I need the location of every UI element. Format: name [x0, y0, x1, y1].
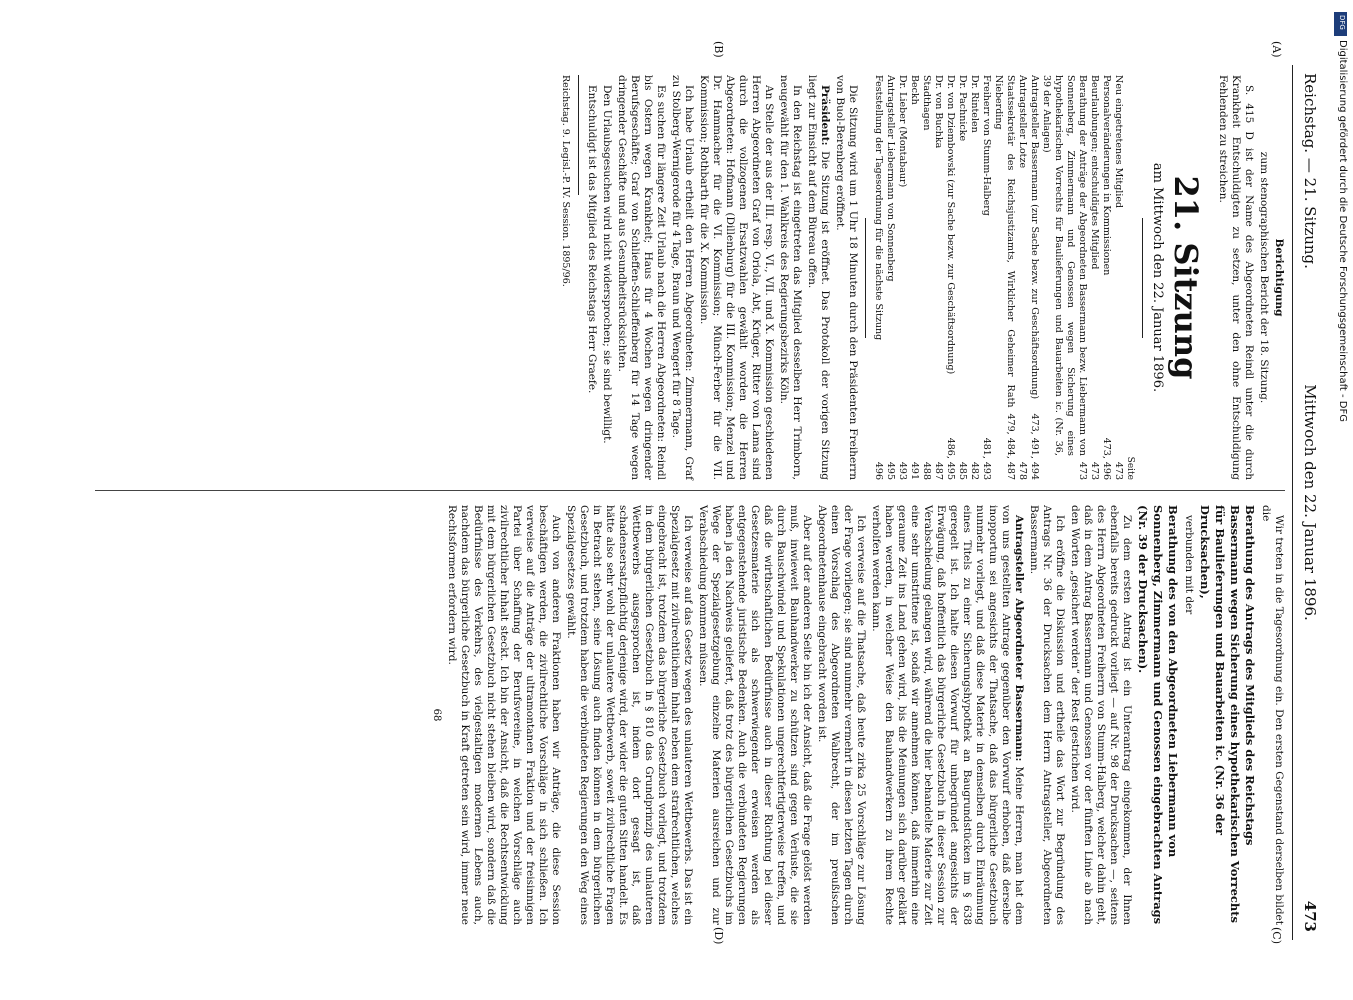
president-paragraph [805, 75, 831, 480]
toc-entry-page: 478 [1017, 461, 1028, 480]
toc-row [920, 75, 932, 480]
speech-paragraph-first [869, 505, 1025, 925]
toc-entry-page: 482 [969, 461, 980, 480]
marker-c: (C) [1270, 927, 1283, 944]
agenda-intro: Wir treten in die Tagesordnung ein. Den ersten Gegenstand derselben bildet die [1260, 505, 1285, 925]
marker-b: (B) [712, 41, 725, 58]
session-title: 21. Sitzung [1167, 175, 1205, 380]
toc-entry-page: 473 [1077, 461, 1088, 480]
toc-entry-text: Neu eingetretenes Mitglied [1113, 75, 1124, 209]
body-paragraph: Ich eröffne die Diskussion und ertheile das Wort zur Begründung des Antrags Nr. 36 der Drucksachen dem Herrn Antragsteller, Abgeordneten Bassermann. [1028, 505, 1066, 925]
toc-entry-page: 487 [933, 461, 944, 480]
toc-entry-page: 473, 491, 494 [1029, 413, 1040, 480]
toc-page-header: Seite [1125, 456, 1135, 480]
column-divider [95, 490, 1285, 491]
toc-entry-text: Antragsteller Liebermann von Sonnenberg [885, 75, 896, 282]
toc-row [896, 75, 908, 480]
toc-entry-text: Antragsteller Bassermann (zur Sache bezw. zur Geschäftsordnung) [1029, 75, 1040, 400]
body-paragraph: Entschuldigt ist das Mitglied des Reichstags Herr Graefe. [586, 85, 598, 394]
opening-paragraph: Die Sitzung wird um 1 Uhr 18 Minuten durch den Präsidenten Freiherrn von Buol-Berenberg eröffnet. [834, 75, 859, 480]
president-label: Präsident: [819, 85, 831, 146]
toc-row [1028, 75, 1040, 480]
dfg-logo [1334, 12, 1347, 36]
title-rule [1142, 218, 1143, 338]
session-date: am Mittwoch den 22. Januar 1896. [1150, 162, 1165, 393]
left-footer: Reichstag. 9. Legisl.-P. IV. Session. 1895/96. [560, 75, 571, 287]
digitization-credit [1333, 12, 1349, 988]
header-date: Mittwoch den 22. Januar 1896. [1301, 384, 1319, 621]
toc-row [1100, 75, 1112, 480]
agenda-item-1: Berathung des Antrags des Mitglieds des Reichstags Bassermann wegen Sicherung eines hypothekarischen Vorrechts für Baulieferungen und Bauarbeiten ic. (Nr. 36 der Drucksachen), [1198, 505, 1257, 924]
toc-entry-page: 495 [885, 461, 896, 480]
toc-entry-page: 496 [873, 461, 884, 480]
toc-row [944, 75, 956, 480]
toc-entry-page: 486, 495 [945, 437, 956, 480]
toc-entry-text: Dr. Lieber (Montabaur) [897, 75, 908, 188]
toc-row [1112, 75, 1124, 480]
speech-paragraphs [445, 505, 867, 925]
toc-list [872, 75, 1124, 480]
body-paragraph: Ich habe Urlaub ertheilt den Herren Abgeordneten: Zimmermann, Graf zu Stolberg-Wernigerode für 4 Tage, Braun und Wengert für 8 Tage. [670, 75, 695, 480]
toc-row [872, 75, 884, 480]
toc-entry-text: Dr. von Buchka [933, 75, 944, 149]
toc-entry-text: Beurlaubungen; entschuldigtes Mitglied [1089, 75, 1100, 270]
right-paragraphs [1027, 505, 1133, 925]
toc-row [956, 75, 968, 480]
toc-row [1088, 75, 1100, 480]
rotated-newspaper-page [60, 41, 1325, 945]
toc-entry-text: Feststellung der Tagesordnung für die nächste Sitzung [873, 75, 884, 341]
table-of-contents [872, 75, 1136, 480]
toc-entry-page: 473 [1113, 461, 1124, 480]
speech-paragraph: Auch von anderen Fraktionen haben wir Anträge, die diese Session beschäftigen werden, die zivilrechtliche Vorschläge in sich schließen. Ich verweise auf die Anträge der ultramontanen Fraktion und der freisinnigen Partei über Schaffung der Berufsvereine, in welchen Vorschläge auch zivilrechtlicher Inhalt steckt. Ich bin der Ansicht, daß die Rechtsentwicklung mit dem bürgerlichen Gesetzbuch nicht stehen bleiben wird, sondern daß die Bedürfnisse des Verkehrs, des vielgestaltigen modernen Lebens auch, nachdem das bürgerliche Gesetzbuch in Kraft getreten sein wird, immer neue Rechtsformen erfordern wird. [446, 505, 562, 925]
speech-paragraph: Ich verweise auf die Thatsache, daß heute zirka 25 Vorschläge zur Lösung der Frage vorliegen; sie sind nunmehr vermehrt in diesen letzten Tagen durch einen Vorschlag des Abgeordneten Walbrecht, der im preußischen Abgeordnetenhause eingebracht worden ist. [816, 505, 867, 925]
toc-entry-text: Staatssekretär des Reichsjustizamts, Wirklicher Geheimer Rath Nieberding [993, 75, 1016, 408]
page-number: 473 [1301, 900, 1319, 932]
correction-subtitle: zum stenographischen Bericht der 18. Sitzung. [1258, 151, 1270, 404]
header-left: Reichstag. — 21. Sitzung. [1301, 73, 1319, 269]
toc-entry-text: Dr. Rintelen [969, 75, 980, 133]
footer-rule [578, 75, 579, 195]
president-text: Die Sitzung ist eröffnet. Das Protokoll der vorigen Sitzung liegt zur Einsicht auf dem Büreau offen. [806, 75, 831, 480]
toc-entry-page: 481, 493 [981, 437, 992, 480]
toc-row [980, 75, 992, 480]
toc-entry-text: Freiherr von Stumm-Halberg [981, 75, 992, 216]
toc-entry-text: Antragsteller Lotze [1017, 75, 1028, 169]
body-paragraph: Den Urlaubsgesuchen wird nicht widersprochen; sie sind bewilligt. [601, 85, 613, 444]
speech-paragraph: Ich verweise auf das Gesetz wegen des unlauteren Wettbewerbs. Das ist ein Spezialgesetz mit zivilrechtlichem Inhalt neben dem strafrechtlichen, welches eingebracht ist, trotzdem das bürgerliche Gesetzbuch vorliegt, und trotzdem in dem bürgerlichen Gesetzbuch in § 810 das Grundprinzip des unlauteren Wettbewerbs ausgesprochen ist, indem dort gesagt ist, daß schadensersatzpflichtig derjenige wird, der wider die guten Sitten handelt. Es hätte also sehr wohl der unlautere Wettbewerb, soweit zivilrechtliche Fragen in Betracht stehen, seine Lösung auch finden können in dem bürgerlichen Gesetzbuch, und trotzdem haben die verbündeten Regierungen den Weg eines Spezialgesetzes gewählt. [565, 505, 694, 925]
header-rule [1292, 65, 1293, 940]
left-column [559, 75, 1285, 480]
toc-entry-text: Dr. Pachnicke [957, 75, 968, 142]
credit-text: Digitalisierung gefördert durch die Deutsche Forschungsgemeinschaft - DFG [1337, 40, 1348, 423]
dfg-logo-text: DFG [1338, 15, 1346, 30]
speech-paragraph: Aber auf der anderen Seite bin ich der Ansicht, daß die Frage gelöst werden muß, inwieweit Bauhandwerker zu schützen sind gegen Verluste, die sie durch Bauschwindel und Spekulationen ungerechtfertigterweise treffen, und daß die wirthschaftlichen Bedürfnisse auch in dieser Richtung bei dieser Gesetzesmaterie sich als schwerwiegender erweisen werden als entgegenstehende juristische Bedenken. Auch die verbündeten Regierungen haben ja den Nachweis geliefert, daß trotz des bürgerlichen Gesetzbuchs im Wege der Spezialgesetzgebung einzelne Materien ausreichen und zur Verabschiedung kommen müssen. [697, 505, 813, 925]
speaker-label: Antragsteller Abgeordneter Bassermann: [1013, 515, 1025, 762]
correction-text: S. 415 D ist der Name des Abgeordneten Reindl unter die durch Krankheit Entschuldigten zu setzen, unter den ohne Entschuldigung Fehlenden zu streichen. [1217, 75, 1255, 480]
toc-row [1040, 75, 1088, 480]
toc-row [932, 75, 944, 480]
left-paragraphs [585, 75, 803, 480]
body-paragraph: Es suchen für längere Zeit Urlaub nach die Herren Abgeordneten: Reindl bis Ostern wegen Krankheit; Haus für 4 Wochen wegen dringender Berufsgeschäfte; Graf von Schlieffen-Schlieffenberg für 14 Tage wegen dringender Geschäfte und aus Gesundheitsrücksichten. [616, 75, 667, 480]
body-paragraph: An Stelle der aus der III. resp. VI., VII. und X. Kommission geschiedenen Herren Abgeordneten Graf von Oriola, Abt, Krüger, Ritter von Lama sind durch die vollzogenen Ersatzwahlen gewählt worden die Herren Abgeordneten: Hofmann (Dillenburg) für die III. Kommission; Menzel und Dr. Hammacher für die VI. Kommission; Münch-Ferber für die VII. Kommission; Rothbarth für die X. Kommission. [698, 75, 775, 480]
toc-row [992, 75, 1016, 480]
toc-entry-text: Personalveränderungen in Kommissionen [1101, 75, 1112, 276]
toc-rule [865, 218, 866, 338]
toc-entry-page: 488 [921, 461, 932, 480]
toc-entry-page: 491 [909, 461, 920, 480]
speech-first-text: Meine Herren, man hat dem von uns gestellten Antrage gegenüber den Vorwurf erhoben, daß derselbe inopportun sei angesichts der Thatsache, daß das bürgerliche Gesetzbuch nunmehr vorliegt, und daß diese Materie in demselben durch Einräumung eines Titels zu einer Sicherungshypothek an Baugrundstücken im § 638 geregelt ist. Ich halte diesen Vorwurf für unbegründet angesichts der Erwägung, daß hoffentlich das bürgerliche Gesetzbuch in dieser Session zur Verabschiedung gelangen wird, während die hier behandelte Materie zur Zeit eine sehr umstrittene ist, sodaß wir annehmen können, daß immerhin eine geraume Zeit ins Land gehen wird, bis die Meinungen sich darüber geklärt haben werden, in welcher Weise den Bauhandwerkern zu ihrem Rechte verholfen werden kann. [870, 505, 1025, 925]
right-footer-number: 68 [431, 708, 442, 722]
toc-entry-text: Beckh [909, 75, 920, 105]
toc-entry-text: Berathung der Anträge der Abgeordneten Bassermann bezw. Liebermann von Sonnenberg, Zimmermann und Genossen wegen Sicherung eines hypothekarischen Vorrechts für Baulieferungen und Bauarbeiten ic. (Nr. 36, 39 der Anlagen) [1041, 75, 1088, 456]
toc-entry-page: 473, 496 [1101, 437, 1112, 480]
agenda-connector: verbunden mit der [1183, 515, 1195, 615]
correction-title: Berichtigung [1273, 238, 1285, 317]
toc-row [884, 75, 896, 480]
toc-row [908, 75, 920, 480]
toc-row [1016, 75, 1028, 480]
body-paragraph: Zu dem ersten Antrag ist ein Unterantrag eingekommen, der Ihnen ebenfalls bereits gedruckt vorliegt — auf Nr. 98 der Drucksachen —, seitens des Herrn Abgeordneten Freiherrn von Stumm-Halberg, welcher dahin geht, daß in dem Antrag Bassermann und Genossen vor der fünften Linie ab nach den Worten „gesichert werden“ der Rest gestrichen wird. [1069, 505, 1133, 925]
marker-d: (D) [712, 927, 725, 945]
marker-a: (A) [1270, 41, 1283, 58]
page-header [1295, 65, 1325, 940]
toc-entry-text: Dr. von Dziembowski (zur Sache bezw. zur Geschäftsordnung) [945, 75, 956, 375]
toc-entry-page: 479, 484, 487 [1005, 413, 1016, 480]
body-paragraph: In den Reichstag ist eingetreten das Mitglied desselben Herr Trimborn, neugewählt für den 1. Wahlkreis des Regierungsbezirks Köln. [778, 75, 803, 480]
toc-entry-page: 485 [957, 461, 968, 480]
right-column [430, 505, 1285, 925]
toc-row [968, 75, 980, 480]
toc-entry-text: Stadthagen [921, 75, 932, 131]
toc-entry-page: 493 [897, 461, 908, 480]
toc-entry-page: 473 [1089, 461, 1100, 480]
agenda-item-2: Berathung des von den Abgeordneten Liebermann von Sonnenberg, Zimmermann und Genossen eingebrachten Antrags (Nr. 39 der Drucksachen). [1136, 505, 1180, 925]
